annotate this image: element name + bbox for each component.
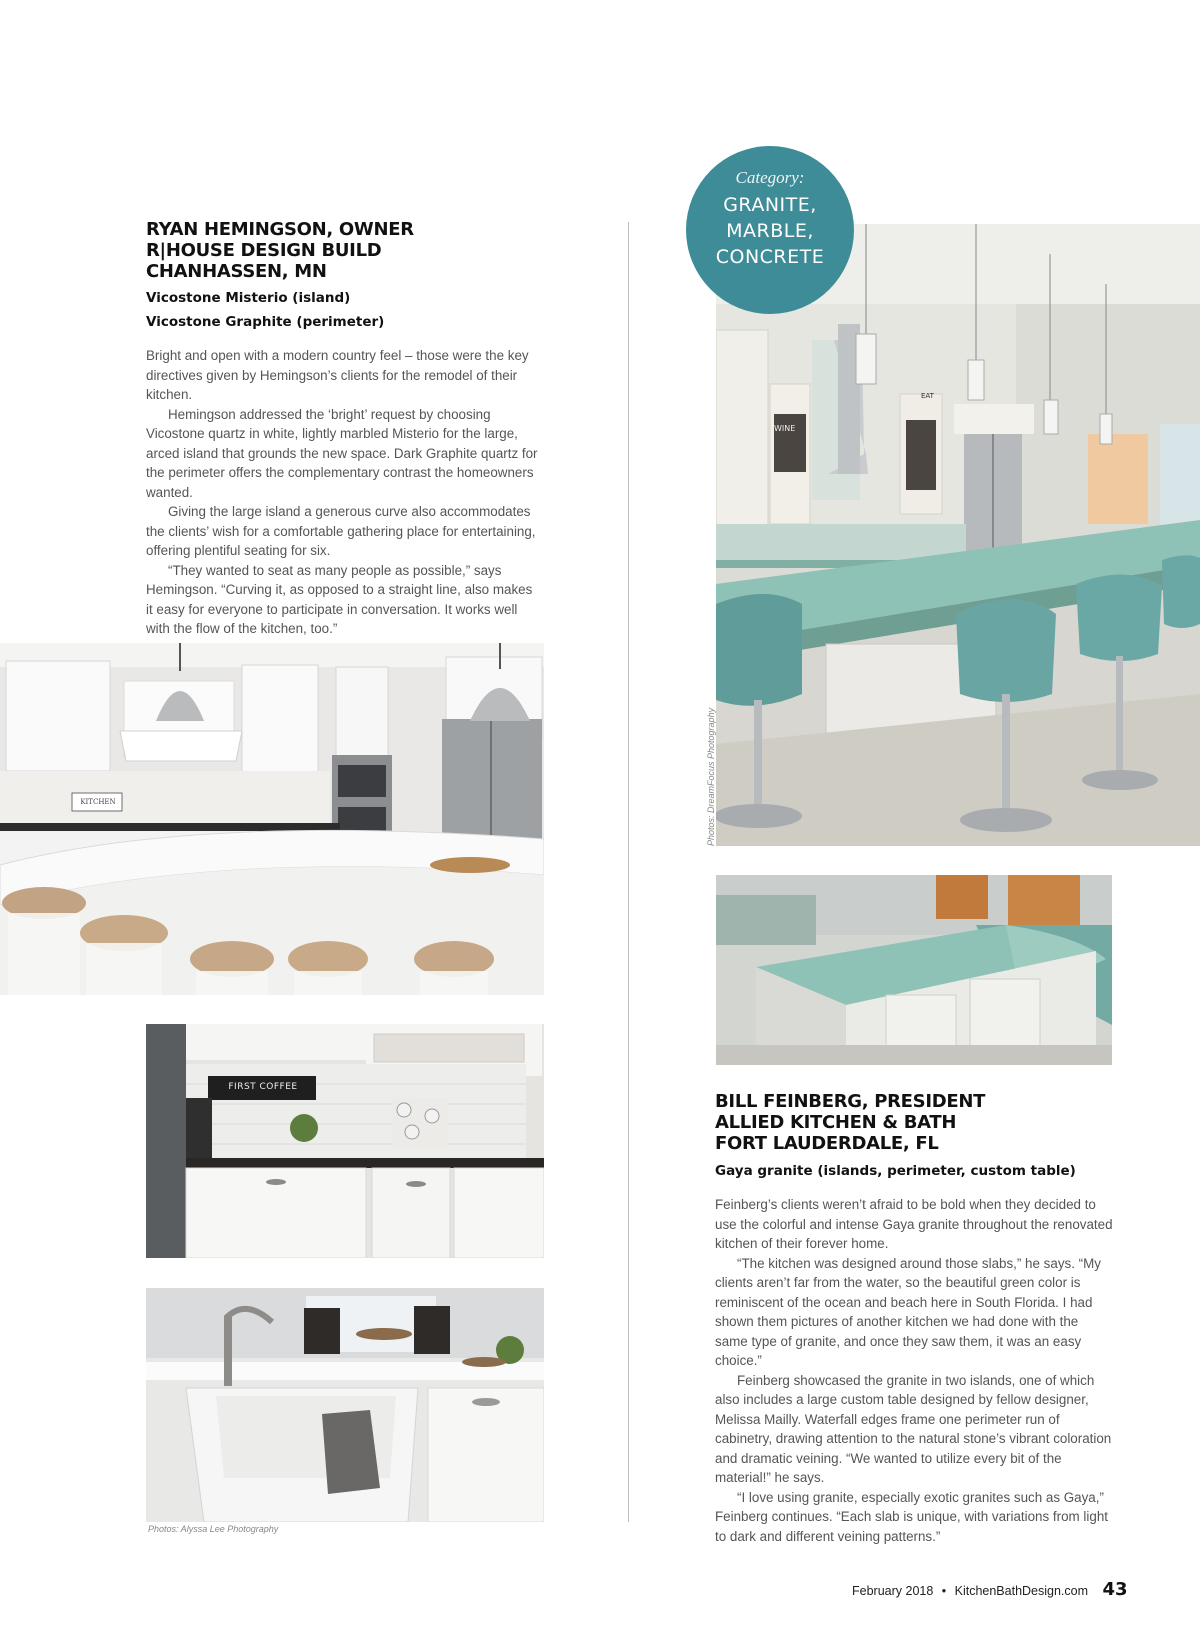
right-heading-line-3: FORT LAUDERDALE, FL [715,1133,939,1154]
right-paragraph-4: “I love using granite, especially exotic granites such as Gaya,” Feinberg continues. “Each slab is unique, with variations from light to dark and different veining patterns.” [715,1489,1108,1544]
category-line-1: GRANITE, [723,194,817,216]
photo-farmhouse-sink [146,1288,544,1522]
column-divider [628,222,629,1522]
photo-white-kitchen-island [0,643,544,995]
category-line-2: MARBLE, [726,220,814,242]
left-heading-line-2: R|HOUSE DESIGN BUILD [146,240,382,261]
right-photo-credit: Photos: DreamFocus Photography [706,707,716,846]
photo-teal-granite-kitchen [716,224,1200,846]
left-article-body [146,346,542,639]
category-label: Category: [735,168,805,187]
right-paragraph-3: Feinberg showcased the granite in two islands, one of which also includes a large custom table designed by fellow designer, Melissa Mailly. Waterfall edges frame one perimeter run of cabinetry, drawing attention to the natural stone’s vibrant coloration and dramatic veining. “We wanted to utilize every bit of the material!” he says. [715,1372,1112,1485]
eat-sign-text: EAT [921,392,934,400]
left-material-2: Vicostone Graphite (perimeter) [146,314,385,330]
left-paragraph-4: “They wanted to seat as many people as possible,” says Hemingson. “Curving it, as opposed to a straight line, also makes it easy for everyone to participate in conversation. It works well with the flow of the kitchen, too.” [146,562,533,636]
category-line-3: CONCRETE [715,246,825,268]
right-heading-line-2: ALLIED KITCHEN & BATH [715,1112,957,1133]
left-material-1: Vicostone Misterio (island) [146,290,351,306]
left-paragraph-1: Bright and open with a modern country feel – those were the key directives given by Hemingson’s clients for the remodel of their kitchen. [146,348,529,402]
right-paragraph-1: Feinberg’s clients weren’t afraid to be bold when they decided to use the colorful and intense Gaya granite throughout the renovated kitchen of their forever home. [715,1197,1113,1251]
photo-granite-island-banquette [716,875,1112,1065]
right-article-body [715,1195,1113,1546]
footer-issue: February 2018 [852,1584,934,1598]
coffee-sign-text: FIRST COFFEE [228,1082,298,1092]
right-article-heading [715,1091,1155,1154]
wine-sign-text: WINE [774,424,796,433]
footer-separator: • [941,1584,947,1598]
kitchen-sign-text: KITCHEN [80,798,116,806]
right-materials [715,1159,1155,1183]
right-heading-line-1: BILL FEINBERG, PRESIDENT [715,1091,986,1112]
right-paragraph-2: “The kitchen was designed around those slabs,” he says. “My clients aren’t far from the water, so the beautiful green color is reminiscent of the ocean and beach here in South Florida. I had shown them pictures of another kitchen we had done with the same type of granite, and once they saw them, it was an easy choice.” [715,1255,1101,1368]
page-footer [852,1579,1128,1600]
page-number: 43 [1102,1579,1128,1600]
right-material-1: Gaya granite (islands, perimeter, custom table) [715,1163,1076,1179]
left-paragraph-3: Giving the large island a generous curve also accommodates the clients’ wish for a comfortable gathering place for entertaining, offering plentiful seating for six. [146,504,536,558]
left-heading-line-1: RYAN HEMINGSON, OWNER [146,219,414,240]
category-badge [686,146,854,314]
category-lines [686,192,854,270]
left-article-heading [146,219,566,282]
footer-website: KitchenBathDesign.com [954,1584,1089,1598]
left-heading-line-3: CHANHASSEN, MN [146,261,327,282]
left-photo-credit: Photos: Alyssa Lee Photography [148,1524,279,1534]
left-paragraph-2: Hemingson addressed the ‘bright’ request by choosing Vicostone quartz in white, lightly marbled Misterio for the large, arced island that grounds the new space. Dark Graphite quartz for the perimeter offers the complementary contrast the homeowners wanted. [146,406,538,500]
photo-coffee-corner [146,1024,544,1258]
left-materials [146,286,566,334]
